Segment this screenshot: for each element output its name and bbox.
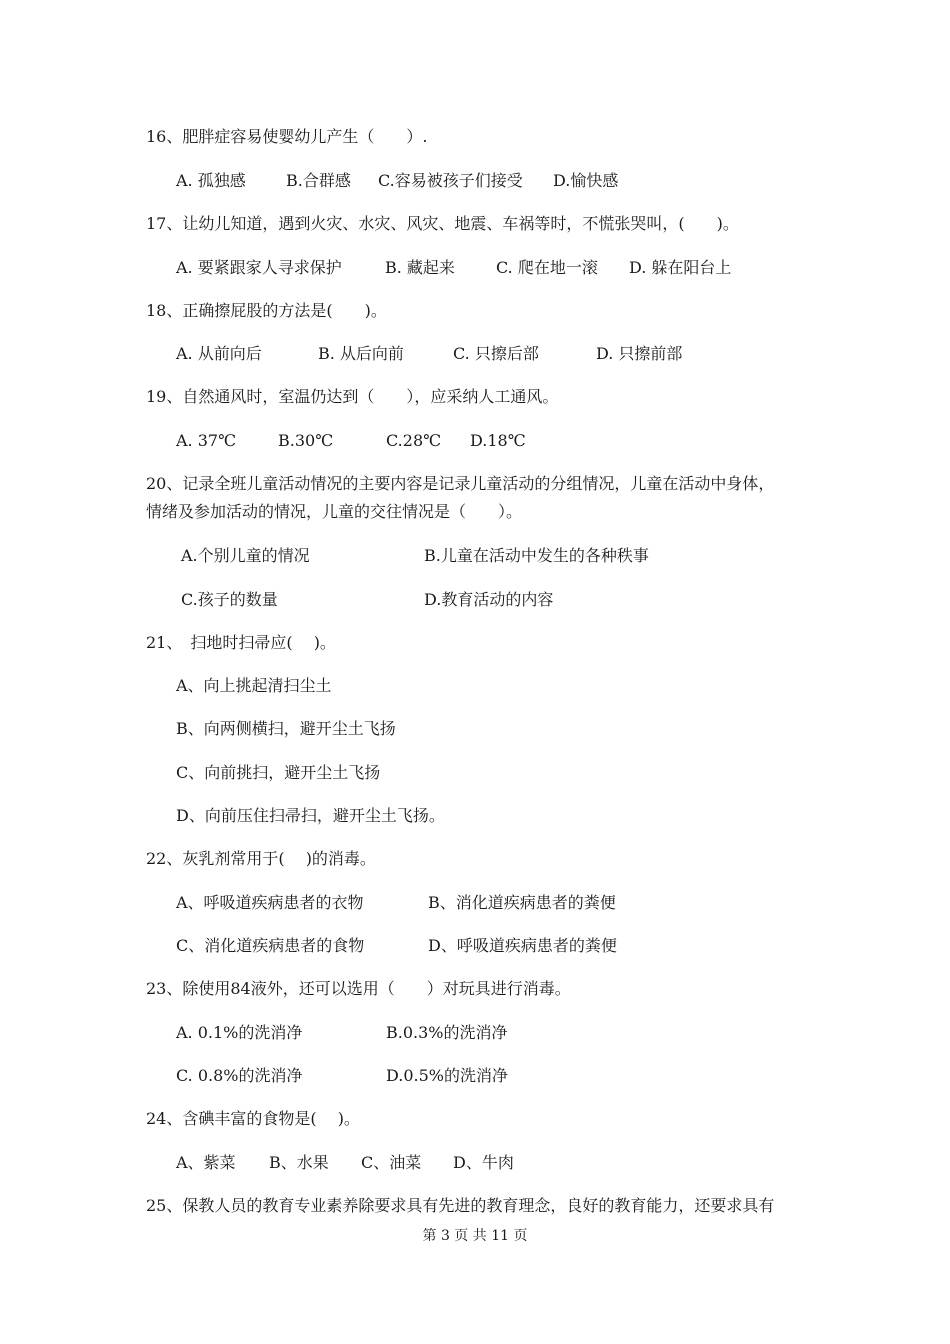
question-22-stem: 22、灰乳剂常用于( )的消毒。 bbox=[146, 849, 376, 868]
question-24-option-d: D、牛肉 bbox=[453, 1153, 514, 1172]
question-23-option-d: D.0.5%的洗消净 bbox=[386, 1066, 508, 1085]
question-16-stem: 16、肥胖症容易使婴幼儿产生（ ）. bbox=[146, 127, 428, 146]
question-21-stem: 21、 扫地时扫帚应( )。 bbox=[146, 633, 336, 652]
question-17-stem: 17、让幼儿知道，遇到火灾、水灾、风灾、地震、车祸等时，不慌张哭叫，( )。 bbox=[146, 214, 739, 233]
question-16-option-d: D.愉快感 bbox=[553, 171, 619, 190]
question-17-option-c: C. 爬在地一滚 bbox=[496, 258, 598, 277]
page-number-footer: 第 3 页 共 11 页 bbox=[422, 1228, 528, 1244]
question-21-option-d: D、向前压住扫帚扫，避开尘土飞扬。 bbox=[176, 806, 445, 825]
question-19-option-b: B.30℃ bbox=[278, 431, 334, 450]
question-19-option-a: A. 37℃ bbox=[176, 431, 236, 450]
question-21-option-c: C、向前挑扫，避开尘土飞扬 bbox=[176, 763, 381, 782]
question-22-option-a: A、呼吸道疾病患者的衣物 bbox=[176, 893, 364, 912]
question-20-option-d: D.教育活动的内容 bbox=[424, 590, 554, 609]
question-18-option-d: D. 只擦前部 bbox=[596, 344, 683, 363]
question-20-stem-line1: 20、记录全班儿童活动情况的主要内容是记录儿童活动的分组情况，儿童在活动中身体， bbox=[146, 474, 775, 493]
question-23-option-b: B.0.3%的洗消净 bbox=[386, 1023, 508, 1042]
question-18-option-b: B. 从后向前 bbox=[318, 344, 404, 363]
question-23-stem: 23、除使用84液外，还可以选用（ ）对玩具进行消毒。 bbox=[146, 979, 571, 998]
question-21-option-a: A、向上挑起清扫尘土 bbox=[176, 676, 332, 695]
question-21-option-b: B、向两侧横扫，避开尘土飞扬 bbox=[176, 719, 396, 738]
question-22-option-d: D、呼吸道疾病患者的粪便 bbox=[428, 936, 617, 955]
question-17-option-d: D. 躲在阳台上 bbox=[629, 258, 732, 277]
question-22-option-c: C、消化道疾病患者的食物 bbox=[176, 936, 365, 955]
question-19-option-c: C.28℃ bbox=[386, 431, 442, 450]
question-25-stem-line1: 25、保教人员的教育专业素养除要求具有先进的教育理念，良好的教育能力，还要求具有 bbox=[146, 1196, 775, 1215]
question-19-stem: 19、自然通风时，室温仍达到（ ），应采纳人工通风。 bbox=[146, 387, 559, 406]
question-24-option-b: B、水果 bbox=[269, 1153, 329, 1172]
question-19-option-d: D.18℃ bbox=[470, 431, 526, 450]
question-20-stem-line2: 情绪及参加活动的情况，儿童的交往情况是（ ）。 bbox=[146, 502, 523, 521]
question-20-option-c: C.孩子的数量 bbox=[181, 590, 278, 609]
question-18-option-c: C. 只擦后部 bbox=[453, 344, 539, 363]
question-17-option-b: B. 藏起来 bbox=[385, 258, 455, 277]
question-16-option-b: B.合群感 bbox=[286, 171, 351, 190]
question-16-option-a: A. 孤独感 bbox=[176, 171, 246, 190]
question-24-stem: 24、含碘丰富的食物是( )。 bbox=[146, 1109, 360, 1128]
question-23-option-a: A. 0.1%的洗消净 bbox=[176, 1023, 303, 1042]
question-20-option-a: A.个别儿童的情况 bbox=[181, 546, 310, 565]
question-24-option-a: A、紫菜 bbox=[176, 1153, 236, 1172]
question-17-option-a: A. 要紧跟家人寻求保护 bbox=[176, 258, 342, 277]
question-23-option-c: C. 0.8%的洗消净 bbox=[176, 1066, 303, 1085]
question-20-option-b: B.儿童在活动中发生的各种秩事 bbox=[424, 546, 649, 565]
question-24-option-c: C、油菜 bbox=[361, 1153, 422, 1172]
question-22-option-b: B、消化道疾病患者的粪便 bbox=[428, 893, 616, 912]
question-18-stem: 18、正确擦屁股的方法是( )。 bbox=[146, 301, 387, 320]
question-18-option-a: A. 从前向后 bbox=[176, 344, 262, 363]
question-16-option-c: C.容易被孩子们接受 bbox=[378, 171, 523, 190]
